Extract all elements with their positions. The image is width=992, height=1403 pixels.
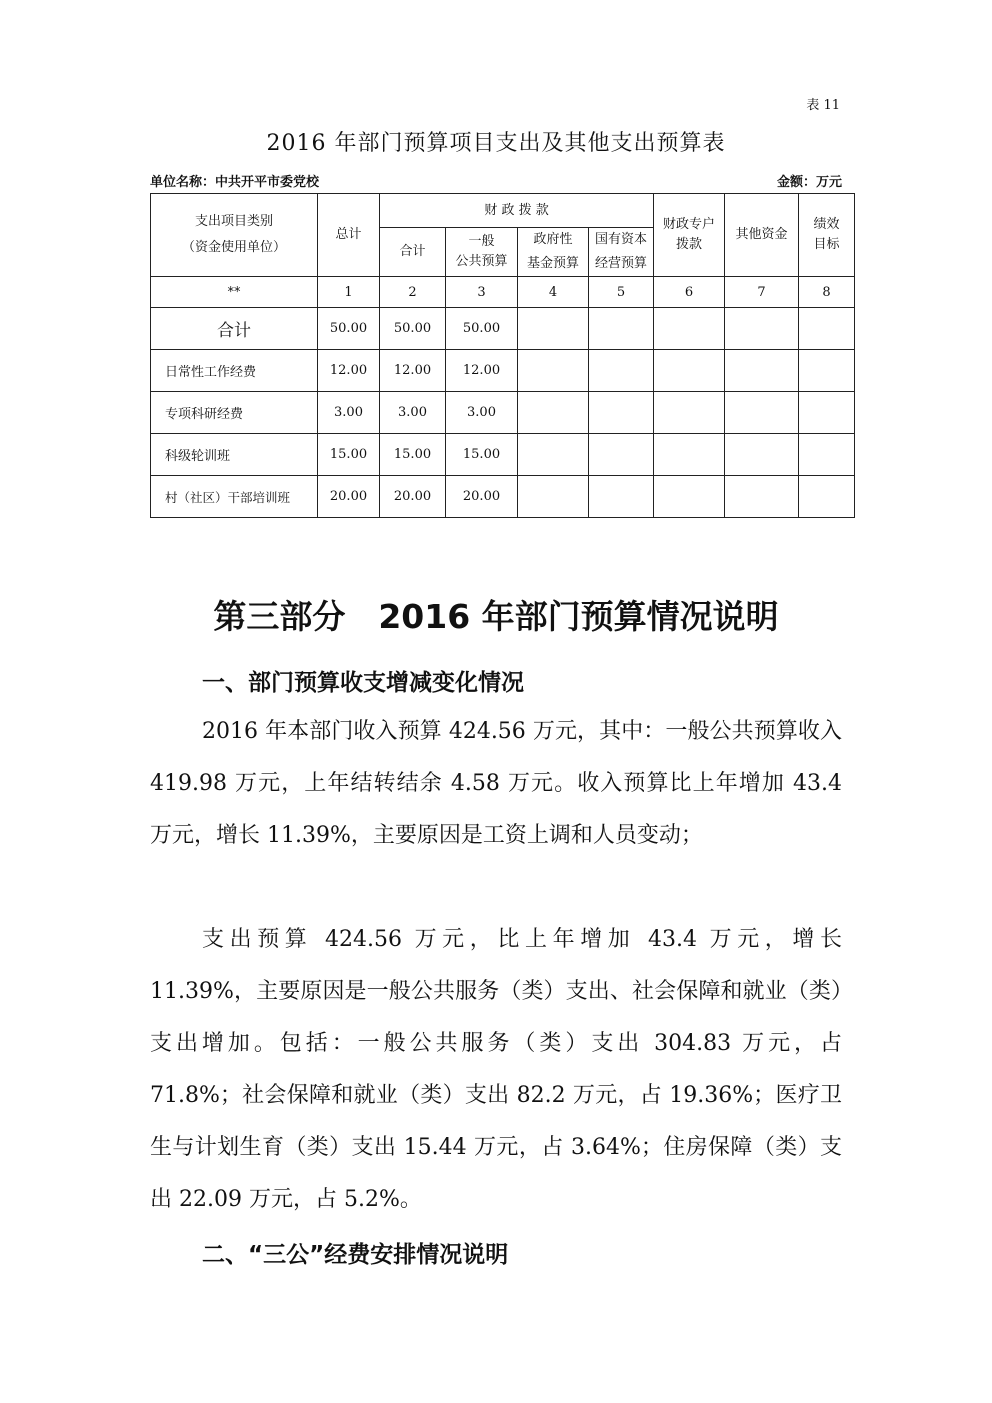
- cell-subtotal: 20.00: [380, 476, 446, 518]
- heading-budget-change: 一、部门预算收支增减变化情况: [202, 670, 524, 696]
- cell-empty: [799, 434, 855, 476]
- header-perf-line2: 目标: [813, 237, 840, 252]
- cell-empty: [799, 476, 855, 518]
- cell-total: 3.00: [318, 392, 380, 434]
- cell-general: 3.00: [446, 392, 518, 434]
- num-cell: 2: [380, 277, 446, 308]
- num-cell: 3: [446, 277, 518, 308]
- row-label: 专项科研经费: [151, 392, 318, 434]
- unit-name: 单位名称：中共开平市委党校: [150, 175, 320, 190]
- header-category: [151, 194, 318, 277]
- cell-subtotal: 3.00: [380, 392, 446, 434]
- num-cell: 4: [518, 277, 589, 308]
- cell-subtotal: 15.00: [380, 434, 446, 476]
- num-cell: 7: [725, 277, 799, 308]
- cell-empty: [654, 392, 725, 434]
- cell-total: 12.00: [318, 350, 380, 392]
- table-row: [151, 392, 855, 434]
- cell-empty: [725, 350, 799, 392]
- header-performance: [799, 194, 855, 277]
- cell-empty: [799, 392, 855, 434]
- header-general-line1: 一般: [468, 234, 495, 249]
- cell-empty: [589, 350, 654, 392]
- cell-empty: [518, 476, 589, 518]
- cell-empty: [589, 308, 654, 350]
- num-cell: 8: [799, 277, 855, 308]
- header-general: [446, 228, 518, 277]
- table-row: [151, 434, 855, 476]
- table-number: 表 11: [806, 98, 840, 113]
- header-special-line1: 财政专户: [663, 217, 716, 232]
- amount-unit: 金额：万元: [776, 175, 842, 190]
- budget-table: [150, 193, 855, 518]
- cell-general: 12.00: [446, 350, 518, 392]
- header-state-cap-line2: 经营预算: [595, 256, 648, 271]
- header-category-line2: （资金使用单位）: [181, 240, 286, 255]
- num-cell: **: [151, 277, 318, 308]
- cell-empty: [725, 476, 799, 518]
- header-other: 其他资金: [725, 194, 799, 277]
- cell-empty: [589, 476, 654, 518]
- table-row: [151, 476, 855, 518]
- cell-subtotal: 12.00: [380, 350, 446, 392]
- header-category-line1: 支出项目类别: [194, 214, 273, 229]
- row-label: 村（社区）干部培训班: [151, 476, 318, 518]
- cell-general: 20.00: [446, 476, 518, 518]
- cell-empty: [725, 392, 799, 434]
- row-label: 科级轮训班: [151, 434, 318, 476]
- cell-empty: [799, 308, 855, 350]
- cell-empty: [589, 434, 654, 476]
- cell-empty: [725, 434, 799, 476]
- header-gov-fund-line1: 政府性: [533, 232, 573, 247]
- paragraph-income: 2016 年本部门收入预算 424.56 万元，其中：一般公共预算收入 419.98 万元，上年结转结余 4.58 万元。收入预算比上年增加 43.4 万元，增长 11.39%，主要原因是工资上调和人员变动；: [150, 719, 842, 848]
- cell-subtotal: 50.00: [380, 308, 446, 350]
- header-state-capital: [589, 228, 654, 277]
- header-gov-fund-line2: 基金预算: [526, 256, 579, 271]
- num-cell: 6: [654, 277, 725, 308]
- cell-general: 50.00: [446, 308, 518, 350]
- cell-empty: [518, 350, 589, 392]
- row-label: 日常性工作经费: [151, 350, 318, 392]
- row-label: 合计: [151, 308, 318, 350]
- paragraph-expenditure: 支出预算 424.56 万元，比上年增加 43.4 万元，增长 11.39%，主要原因是一般公共服务（类）支出、社会保障和就业（类）支出增加。包括：一般公共服务（类）支出 304.83 万元，占 71.8%；社会保障和就业（类）支出 82.2 万元，占 19.36%；医疗卫生与计划生育（类）支出 15.44 万元，占 3.64%；住房保障（类）支出 22.09 万元，占 5.2%。: [150, 927, 842, 1212]
- header-special: [654, 194, 725, 277]
- cell-empty: [589, 392, 654, 434]
- unit-line: [150, 171, 842, 190]
- header-total: 总计: [318, 194, 380, 277]
- cell-empty: [518, 392, 589, 434]
- num-cell: 1: [318, 277, 380, 308]
- cell-empty: [518, 308, 589, 350]
- table-row: [151, 350, 855, 392]
- table-row: [151, 308, 855, 350]
- header-perf-line1: 绩效: [813, 217, 840, 232]
- cell-total: 20.00: [318, 476, 380, 518]
- cell-empty: [725, 308, 799, 350]
- cell-empty: [799, 350, 855, 392]
- cell-empty: [654, 350, 725, 392]
- header-general-line2: 公共预算: [455, 254, 508, 269]
- header-subtotal: 合计: [380, 228, 446, 277]
- section-title: 第三部分 2016 年部门预算情况说明: [213, 597, 779, 636]
- num-cell: 5: [589, 277, 654, 308]
- heading-three-public: 二、“三公”经费安排情况说明: [202, 1242, 509, 1268]
- cell-empty: [654, 434, 725, 476]
- cell-total: 50.00: [318, 308, 380, 350]
- cell-total: 15.00: [318, 434, 380, 476]
- cell-general: 15.00: [446, 434, 518, 476]
- cell-empty: [518, 434, 589, 476]
- cell-empty: [654, 308, 725, 350]
- header-special-line2: 拨款: [676, 237, 703, 252]
- header-state-cap-line1: 国有资本: [595, 232, 648, 247]
- header-gov-fund: [518, 228, 589, 277]
- cell-empty: [654, 476, 725, 518]
- table-title: 2016 年部门预算项目支出及其他支出预算表: [266, 131, 726, 156]
- header-fiscal: 财 政 拨 款: [380, 194, 654, 228]
